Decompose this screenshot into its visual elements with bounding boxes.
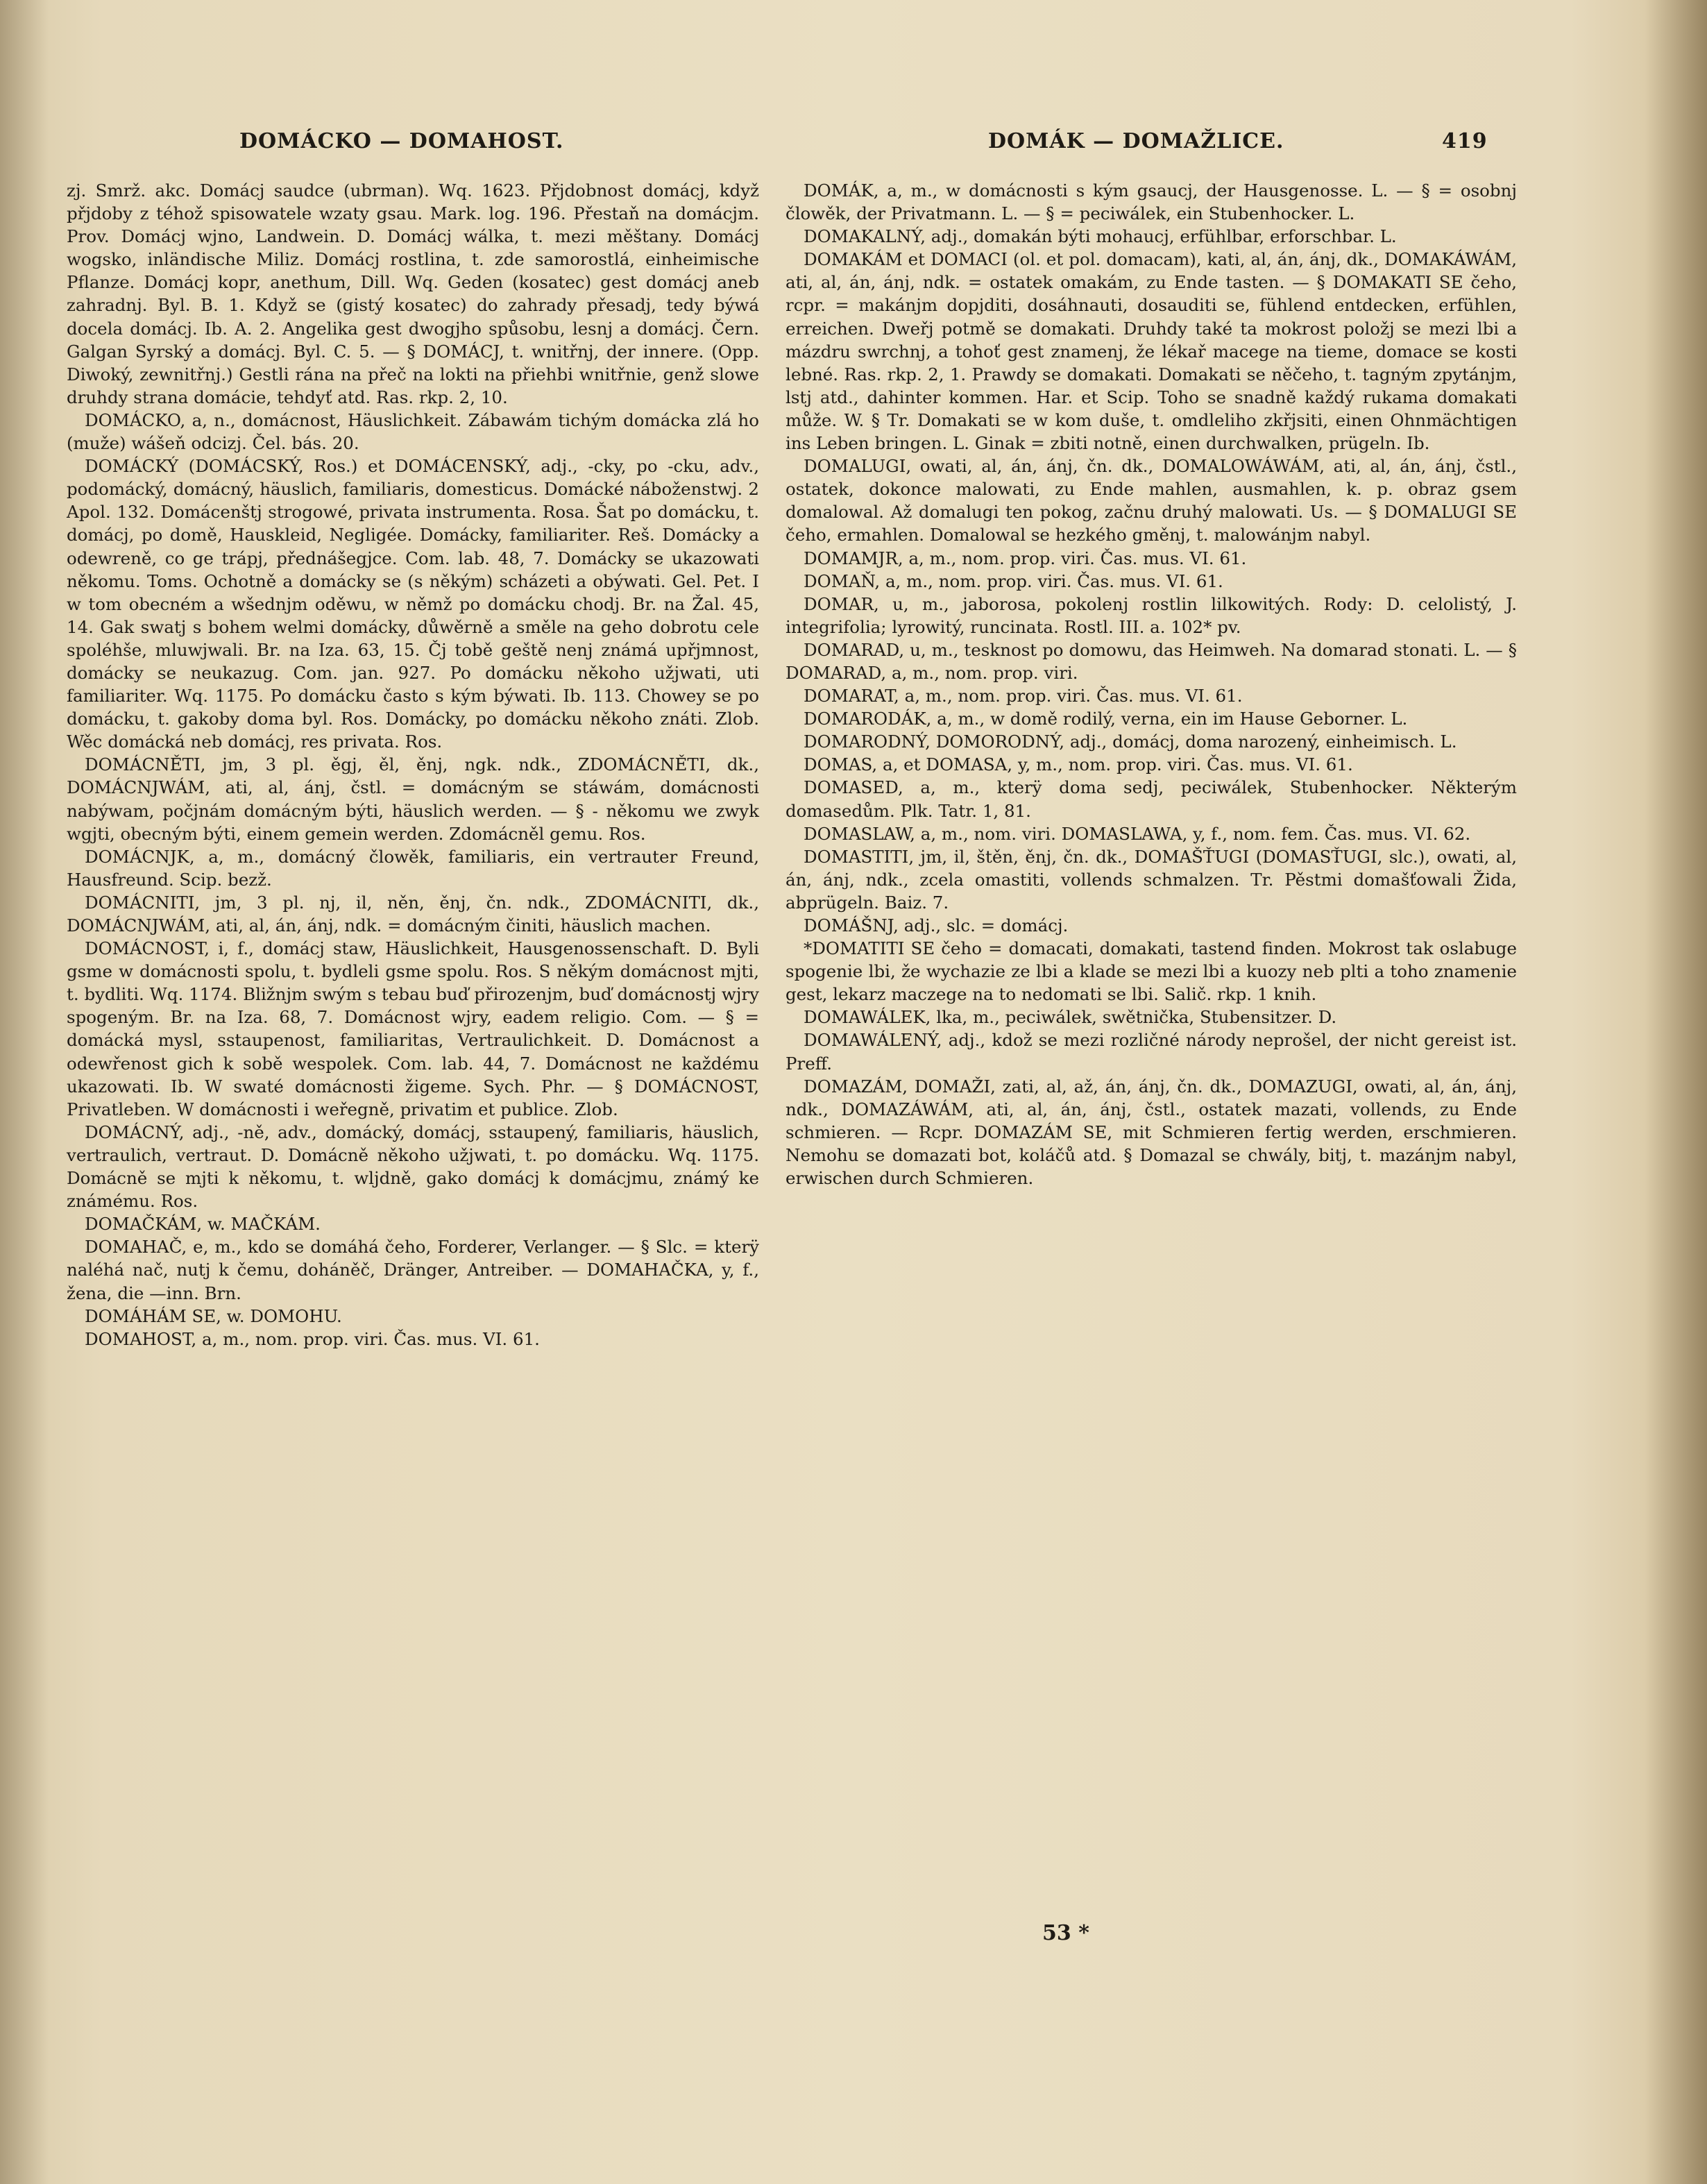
- dictionary-entry: DOMAMJR, a, m., nom. prop. viri. Čas. mus. VI. 61.: [804, 548, 1247, 568]
- dictionary-entry: DOMÁŠNJ, adj., slc. = domácj.: [804, 915, 1069, 936]
- dictionary-entry: DOMAHAČ, e, m., kdo se domáhá čeho, Forderer, Verlanger. — § Slc. = kterÿ naléhá nač, nutj k čemu, doháněč, Dränger, Antreiber. — DOMAHAČKA, y, f., žena, die —inn. Brn.: [67, 1237, 759, 1303]
- left-running-title: DOMÁCKO — DOMAHOST.: [239, 129, 564, 153]
- dictionary-entry: DOMAČKÁM, w. MAČKÁM.: [85, 1214, 321, 1235]
- dictionary-entry: DOMÁCNÝ, adj., -ně, adv., domácký, domácj, sstaupený, familiaris, häuslich, vertraulich, vertraut. D. Domácně někoho užjwati, t. po domácku. Wq. 1175. Domácně se mjti k někomu, t. wljdně, gako domácj k domácjmu, známý ke známému. Ros.: [67, 1121, 759, 1212]
- dictionary-entry: DOMASTITI, jm, il, štěn, ěnj, čn. dk., DOMAŠŤUGI (DOMASŤUGI, slc.), owati, al, án, ánj, ndk., zcela omastiti, vollends schmalzen. Tr. Pěstmi domašťowali Žida, abprügeln. Baiz. 7.: [785, 846, 1517, 913]
- dictionary-entry: DOMÁCNITI, jm, 3 pl. nj, il, něn, ěnj, čn. ndk., ZDOMÁCNITI, dk., DOMÁCNJWÁM, ati, al, án, ánj, ndk. = domácným činiti, häuslich machen.: [67, 892, 759, 936]
- running-header: [0, 129, 1707, 162]
- dictionary-entry: DOMAKALNÝ, adj., domakán býti mohaucj, erfühlbar, erforschbar. L.: [804, 226, 1397, 247]
- dictionary-entry: DOMARAD, u, m., tesknost po domowu, das Heimweh. Na domarad stonati. L. — § DOMARAD, a, m., nom. prop. viri.: [785, 639, 1517, 683]
- dictionary-entry: DOMAWÁLEK, lka, m., peciwálek, swětnička, Stubensitzer. D.: [804, 1007, 1337, 1028]
- dictionary-entry: DOMASED, a, m., kterÿ doma sedj, peciwálek, Stubenhocker. Některým domasedům. Plk. Tatr. 1, 81.: [785, 777, 1517, 821]
- dictionary-entry: DOMÁCKO, a, n., domácnost, Häuslichkeit. Zábawám tichým domácka zlá ho (muže) wášeň odcizj. Čel. bás. 20.: [67, 409, 759, 454]
- dictionary-entry: DOMÁCNĚTI, jm, 3 pl. ěgj, ěl, ěnj, ngk. ndk., ZDOMÁCNĚTI, dk., DOMÁCNJWÁM, ati, al, ánj, čstl. = domácným se stáwám, domácnosti nabýwam, počjnám domácným býti, häuslich werden. — § - někomu we zwyk wgjti, obecným býti, einem gemein werden. Zdomácněl gemu. Ros.: [67, 754, 759, 844]
- dictionary-entry: DOMAŇ, a, m., nom. prop. viri. Čas. mus. VI. 61.: [804, 570, 1223, 591]
- dictionary-entry: DOMAS, a, et DOMASA, y, m., nom. prop. viri. Čas. mus. VI. 61.: [804, 754, 1353, 775]
- dictionary-entry: zj. Smrž. akc. Domácj saudce (ubrman). Wq. 1623. Přjdobnost domácj, když přjdoby z téhož spisowatele wzaty gsau. Mark. log. 196. Přestaň na domácjm. Prov. Domácj wjno, Landwein. D. Domácj wálka, t. mezi měštany. Domácj wogsko, inländische Miliz. Domácj rostlina, t. zde samorostlá, einheimische Pflanze. Domácj kopr, anethum, Dill. Wq. Geden (kosatec) gest domácj aneb zahradnj. Byl. B. 1. Když se (gistý kosatec) do zahrady přesadj, tedy býwá docela domácj. Ib. A. 2. Angelika gest dwogjho spůsobu, lesnj a domácj. Čern. Galgan Syrský a domácj. Byl. C. 5. — § DOMÁCJ, t. wnitřnj, der innere. (Opp. Diwoký, zewnitřnj.) Gestli rána na přeč na lokti na přiehbi wnitřnie, genž slowe druhdy strana domácie, tehdyť atd. Ras. rkp. 2, 10.: [67, 180, 759, 407]
- dictionary-entry: DOMARAT, a, m., nom. prop. viri. Čas. mus. VI. 61.: [804, 686, 1243, 706]
- page-gutter-shadow: [0, 0, 49, 2184]
- left-column: [67, 179, 759, 1351]
- dictionary-entry: DOMAHOST, a, m., nom. prop. viri. Čas. mus. VI. 61.: [85, 1328, 540, 1349]
- dictionary-entry: DOMALUGI, owati, al, án, ánj, čn. dk., DOMALOWÁWÁM, ati, al, án, ánj, čstl., ostatek, dokonce malowati, zu Ende mahlen, ausmahlen, k. p. obraz gsem domalowal. Až domalugi ten pokog, začnu druhý malowati. Us. — § DOMALUGI SE čeho, ermahlen. Domalowal se hezkého gměnj, t. malowánjm nabyl.: [785, 456, 1517, 545]
- dictionary-entry: *DOMATITI SE čeho = domacati, domakati, tastend finden. Mokrost tak oslabuge spogenie lbi, že wychazie ze lbi a klade se mezi lbi a kuozy neb plti a toho znamenie gest, lekarz maczege na to nedomati se lbi. Salič. rkp. 1 knih.: [785, 938, 1517, 1005]
- dictionary-entry: DOMÁCNOST, i, f., domácj staw, Häuslichkeit, Hausgenossenschaft. D. Byli gsme w domácnosti spolu, t. bydleli gsme spolu. Ros. S někým domácnost mjti, t. bydliti. Wq. 1174. Bližnjm swým s tebau buď přirozenjm, buď domácnostj wjry spogeným. Br. na Iza. 68, 7. Domácnost wjry, eadem religio. Com. — § = domácká mysl, sstaupenost, familiaritas, Vertraulichkeit. D. Domácnost a odewřenost gich k sobě wespolek. Com. lab. 44, 7. Domácnost ne každému ukazowati. Ib. W swaté domácnosti žigeme. Sych. Phr. — § DOMÁCNOST, Privatleben. W domácnosti i weřegně, privatim et publice. Zlob.: [67, 938, 759, 1119]
- dictionary-entry: DOMAZÁM, DOMAŽI, zati, al, až, án, ánj, čn. dk., DOMAZUGI, owati, al, án, ánj, ndk., DOMAZÁWÁM, ati, al, án, ánj, čstl., ostatek mazati, vollends, zu Ende schmieren. — Rcpr. DOMAZÁM SE, mit Schmieren fertig werden, erschmieren. Nemohu se domazati bot, koláčů atd. § Domazal se chwály, bitj, t. mazánjm nabyl, erwischen durch Schmieren.: [785, 1076, 1517, 1189]
- printer-signature-mark: 53 *: [1042, 1921, 1089, 1945]
- dictionary-entry: DOMÁCKÝ (DOMÁCSKÝ, Ros.) et DOMÁCENSKÝ, adj., -cky, po -cku, adv., podomácký, domácný, häuslich, familiaris, domesticus. Domácké náboženstwj. 2 Apol. 132. Domácenštj strogowé, privata instrumenta. Rosa. Šat po domácku, t. domácj, po domě, Hauskleid, Negligée. Domácky, familiariter. Reš. Domácky a odewreně, co ge trápj, přednášegjce. Com. lab. 48, 7. Domácky se ukazowati někomu. Toms. Ochotně a domácky se (s někým) scházeti a obýwati. Gel. Pet. I w tom obecném a wšednjm oděwu, w němž po domácku chodj. Br. na Žal. 45, 14. Gak swatj s bohem welmi domácky, důwěrně a směle na geho dobrotu cele spoléhše, mluwjwali. Br. na Iza. 63, 15. Čj tobě geště nenj známá upřjmnost, domácky se neukazug. Com. jan. 927. Po domácku někoho užjwati, uti familiariter. Wq. 1175. Po domácku často s kým býwati. Ib. 113. Chowey se po domácku, t. gakoby doma byl. Ros. Domácky, po domácku někoho znáti. Zlob. Wěc domácká neb domácj, res privata. Ros.: [67, 456, 759, 752]
- dictionary-entry: DOMAWÁLENÝ, adj., kdož se mezi rozličné národy neprošel, der nicht gereist ist. Preff.: [785, 1030, 1517, 1074]
- dictionary-entry: DOMÁHÁM SE, w. DOMOHU.: [85, 1305, 342, 1326]
- page-number: 419: [1442, 129, 1488, 153]
- dictionary-entry: DOMASLAW, a, m., nom. viri. DOMASLAWA, y, f., nom. fem. Čas. mus. VI. 62.: [804, 823, 1471, 844]
- dictionary-entry: DOMÁCNJK, a, m., domácný člowěk, familiaris, ein vertrauter Freund, Hausfreund. Scip. bezž.: [67, 846, 759, 890]
- page-edge-shadow: [1645, 0, 1707, 2184]
- dictionary-entry: DOMAKÁM et DOMACI (ol. et pol. domacam), kati, al, án, ánj, dk., DOMAKÁWÁM, ati, al, án, ánj, ndk. = ostatek omakám, zu Ende tasten. — § DOMAKATI SE čeho, rcpr. = makánjm dopjditi, dosáhnauti, dosauditi se, fühlend entdecken, erfühlen, erreichen. Dweřj potmě se domakati. Druhdy také ta mokrost položj se mezi lbi a mázdru swrchnj, a tohoť gest znamenj, že lékař macege na tieme, domace se kosti lebné. Ras. rkp. 2, 1. Prawdy se domakati. Domakati se něčeho, t. tagným zpytánjm, lstj atd., dahinter kommen. Har. et Scip. Toho se snadně každý rukama domakati může. W. § Tr. Domakati se w kom duše, t. omdleliho zkřjsiti, einen Ohnmächtigen ins Leben bringen. L. Ginak = zbiti notně, einen durchwalken, prügeln. Ib.: [785, 249, 1517, 454]
- right-column: [785, 179, 1517, 1190]
- dictionary-entry: DOMARODÁK, a, m., w domě rodilý, verna, ein im Hause Geborner. L.: [804, 709, 1408, 729]
- right-running-title: DOMÁK — DOMAŽLICE.: [988, 129, 1284, 153]
- dictionary-entry: DOMÁK, a, m., w domácnosti s kým gsaucj, der Hausgenosse. L. — § = osobnj člowěk, der Privatmann. L. — § = peciwálek, ein Stubenhocker. L.: [785, 180, 1517, 224]
- dictionary-entry: DOMAR, u, m., jaborosa, pokolenj rostlin lilkowitých. Rody: D. celolistý, J. integrifolia; lyrowitý, runcinata. Rostl. III. a. 102* pv.: [785, 593, 1517, 637]
- dictionary-entry: DOMARODNÝ, DOMORODNÝ, adj., domácj, doma narozený, einheimisch. L.: [804, 731, 1457, 752]
